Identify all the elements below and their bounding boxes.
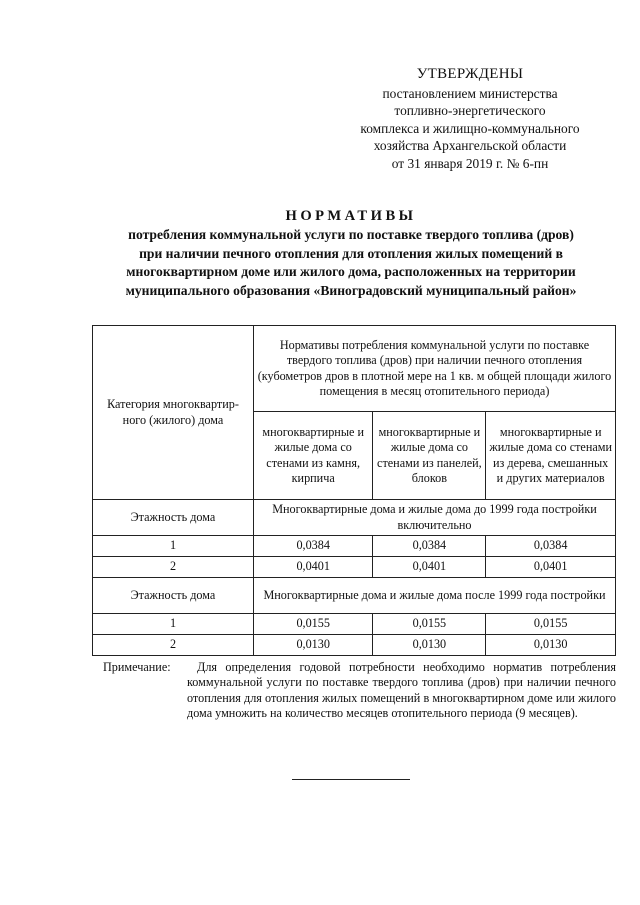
- wall-type-wood: многоквартирные и жилые дома со стенами из дерева, смешанных и других материалов: [486, 412, 616, 500]
- section-header-row: [93, 500, 616, 536]
- approval-block: [345, 66, 595, 173]
- approval-line: постановлением министерства: [382, 85, 558, 101]
- floors-label-cell: Этажность дома: [93, 578, 254, 614]
- subtitle-line: муниципального образования «Виноградовский муниципальный район»: [125, 282, 577, 298]
- category-header-cell: Категория многоквартир-ного (жилого) дома: [93, 326, 254, 500]
- title-word: НОРМАТИВЫ: [285, 208, 417, 224]
- value-cell: 0,0401: [253, 557, 372, 578]
- approval-line: топливно-энергетического: [394, 103, 546, 119]
- table-row: [93, 614, 616, 635]
- value-cell: 0,0401: [373, 557, 486, 578]
- norms-header-cell: Нормативы потребления коммунальной услуги по поставке твердого топлива (дров) при наличии печного отопления (кубометров дров в плотной мере на 1 кв. м общей площади жилого помещения в месяц отопительного периода): [253, 326, 615, 412]
- value-cell: 0,0130: [253, 635, 372, 656]
- floors-cell: 1: [93, 536, 254, 557]
- table-row: [93, 635, 616, 656]
- subtitle-line: при наличии печного отопления для отопления жилых помещений в: [139, 245, 563, 261]
- approval-heading: УТВЕРЖДЕНЫ: [416, 66, 524, 82]
- period-cell: Многоквартирные дома и жилые дома до 1999 года постройки включительно: [253, 500, 615, 536]
- subtitle-line: многоквартирном доме или жилого дома, расположенных на территории: [126, 264, 576, 280]
- value-cell: 0,0401: [486, 557, 616, 578]
- document-title: [86, 207, 616, 300]
- value-cell: 0,0130: [373, 635, 486, 656]
- approval-date-line: от 31 января 2019 г. № 6-пн: [391, 155, 549, 171]
- value-cell: 0,0384: [373, 536, 486, 557]
- table-row: [93, 557, 616, 578]
- closing-rule-divider: [292, 779, 410, 780]
- wall-type-stone: многоквартирные и жилые дома со стенами из камня, кирпича: [253, 412, 372, 500]
- value-cell: 0,0155: [373, 614, 486, 635]
- norms-table: [92, 325, 616, 656]
- note-text: Для определения годовой потребности необходимо норматив потребления коммунальной услуги по поставке твердого топлива (дров) при наличии печного отопления для отопления жилых помещений в многоквартирном доме или жилого дома умножить на количество месяцев отопительного периода (9 месяцев).: [187, 660, 616, 720]
- approval-line: комплекса и жилищно-коммунального: [360, 120, 580, 136]
- note-block: [103, 660, 616, 721]
- value-cell: 0,0130: [486, 635, 616, 656]
- wall-type-panel: многоквартирные и жилые дома со стенами из панелей, блоков: [373, 412, 486, 500]
- table-row: [93, 536, 616, 557]
- table-header-row: [93, 326, 616, 412]
- approval-line: хозяйства Архангельской области: [373, 138, 567, 154]
- section-header-row: [93, 578, 616, 614]
- value-cell: 0,0155: [253, 614, 372, 635]
- floors-label-cell: Этажность дома: [93, 500, 254, 536]
- value-cell: 0,0384: [253, 536, 372, 557]
- value-cell: 0,0155: [486, 614, 616, 635]
- floors-cell: 2: [93, 635, 254, 656]
- subtitle-line: потребления коммунальной услуги по поставке твердого топлива (дров): [128, 227, 574, 243]
- value-cell: 0,0384: [486, 536, 616, 557]
- floors-cell: 2: [93, 557, 254, 578]
- period-cell: Многоквартирные дома и жилые дома после 1999 года постройки: [253, 578, 615, 614]
- floors-cell: 1: [93, 614, 254, 635]
- note-label: Примечание:: [103, 660, 171, 674]
